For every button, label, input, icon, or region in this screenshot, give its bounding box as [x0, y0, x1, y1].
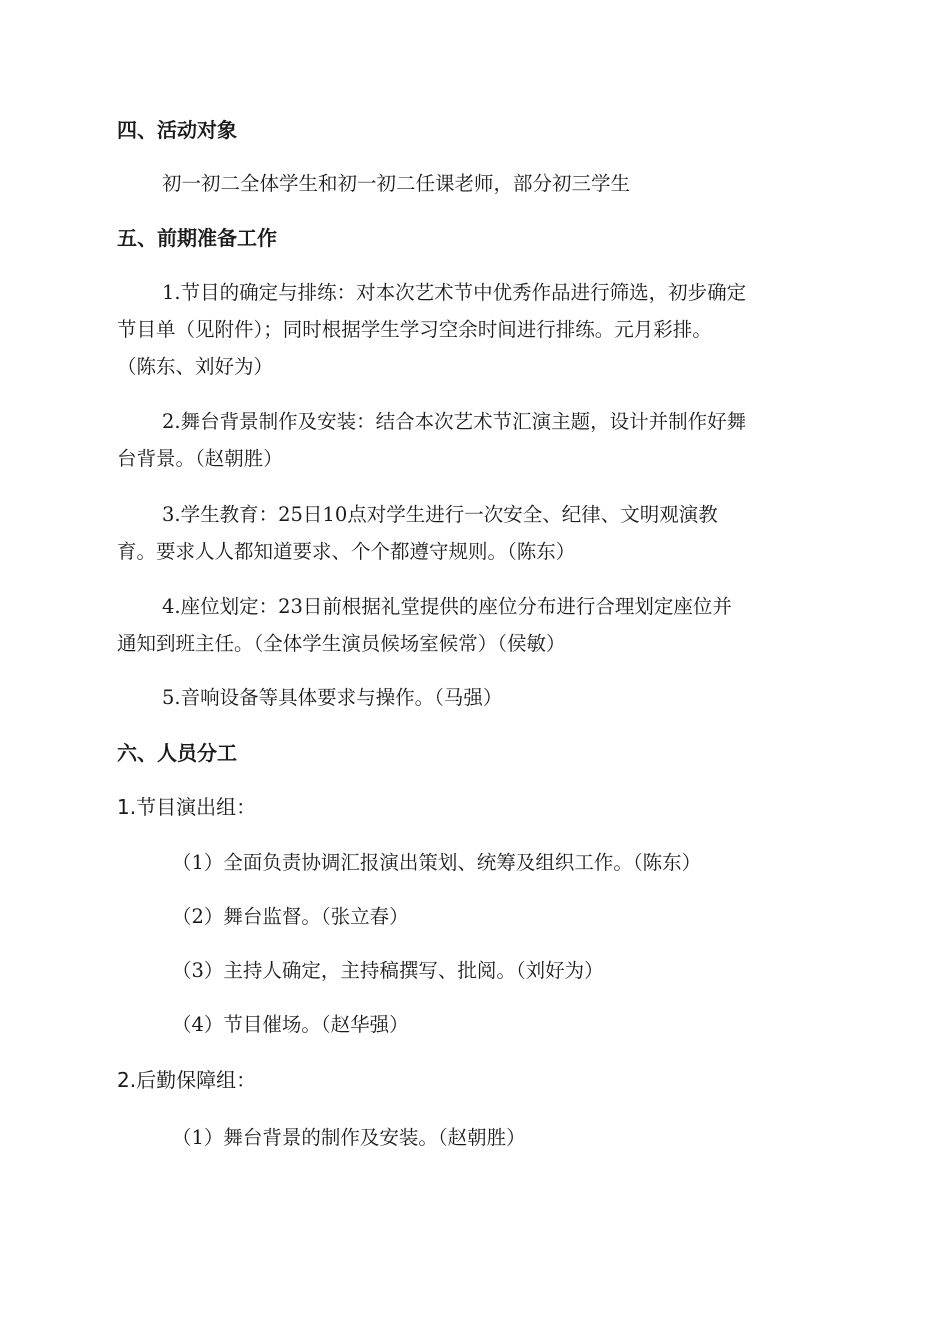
section-heading-4: 四、活动对象: [117, 118, 237, 142]
group-1-item-1: （1）全面负责协调汇报演出策划、统筹及组织工作。（陈东）: [172, 851, 702, 874]
group-2-title: 2.后勤保障组：: [117, 1068, 257, 1092]
section-heading-5: 五、前期准备工作: [117, 226, 277, 250]
group-1-item-4: （4）节目催场。（赵华强）: [172, 1013, 409, 1036]
group-1-item-2: （2）舞台监督。（张立春）: [172, 905, 409, 928]
group-1-title: 1.节目演出组：: [117, 795, 257, 819]
prep-item-4-line-2: 通知到班主任。（全体学生演员候场室候常）（侯敏）: [117, 632, 566, 655]
prep-item-2-line-1: 2.舞台背景制作及安装：结合本次艺术节汇演主题，设计并制作好舞: [162, 410, 747, 433]
group-2-item-1: （1）舞台背景的制作及安装。（赵朝胜）: [172, 1126, 526, 1149]
prep-item-3-line-2: 育。要求人人都知道要求、个个都遵守规则。（陈东）: [117, 540, 576, 563]
prep-item-4-line-1: 4.座位划定：23日前根据礼堂提供的座位分布进行合理划定座位并: [162, 595, 732, 618]
prep-item-3-line-1: 3.学生教育：25日10点对学生进行一次安全、纪律、文明观演教: [162, 503, 718, 526]
prep-item-1-line-1: 1.节目的确定与排练：对本次艺术节中优秀作品进行筛选，初步确定: [162, 281, 747, 304]
section-4-body: 初一初二全体学生和初一初二任课老师，部分初三学生: [162, 172, 631, 195]
group-1-item-3: （3）主持人确定，主持稿撰写、批阅。（刘好为）: [172, 959, 604, 982]
section-heading-6: 六、人员分工: [117, 741, 237, 765]
prep-item-5-line-1: 5.音响设备等具体要求与操作。（马强）: [162, 686, 503, 709]
prep-item-2-line-2: 台背景。（赵朝胜）: [117, 447, 283, 470]
prep-item-1-line-2: 节目单（见附件）；同时根据学生学习空余时间进行排练。元月彩排。: [117, 318, 712, 341]
prep-item-1-line-3: （陈东、刘好为）: [117, 355, 274, 378]
